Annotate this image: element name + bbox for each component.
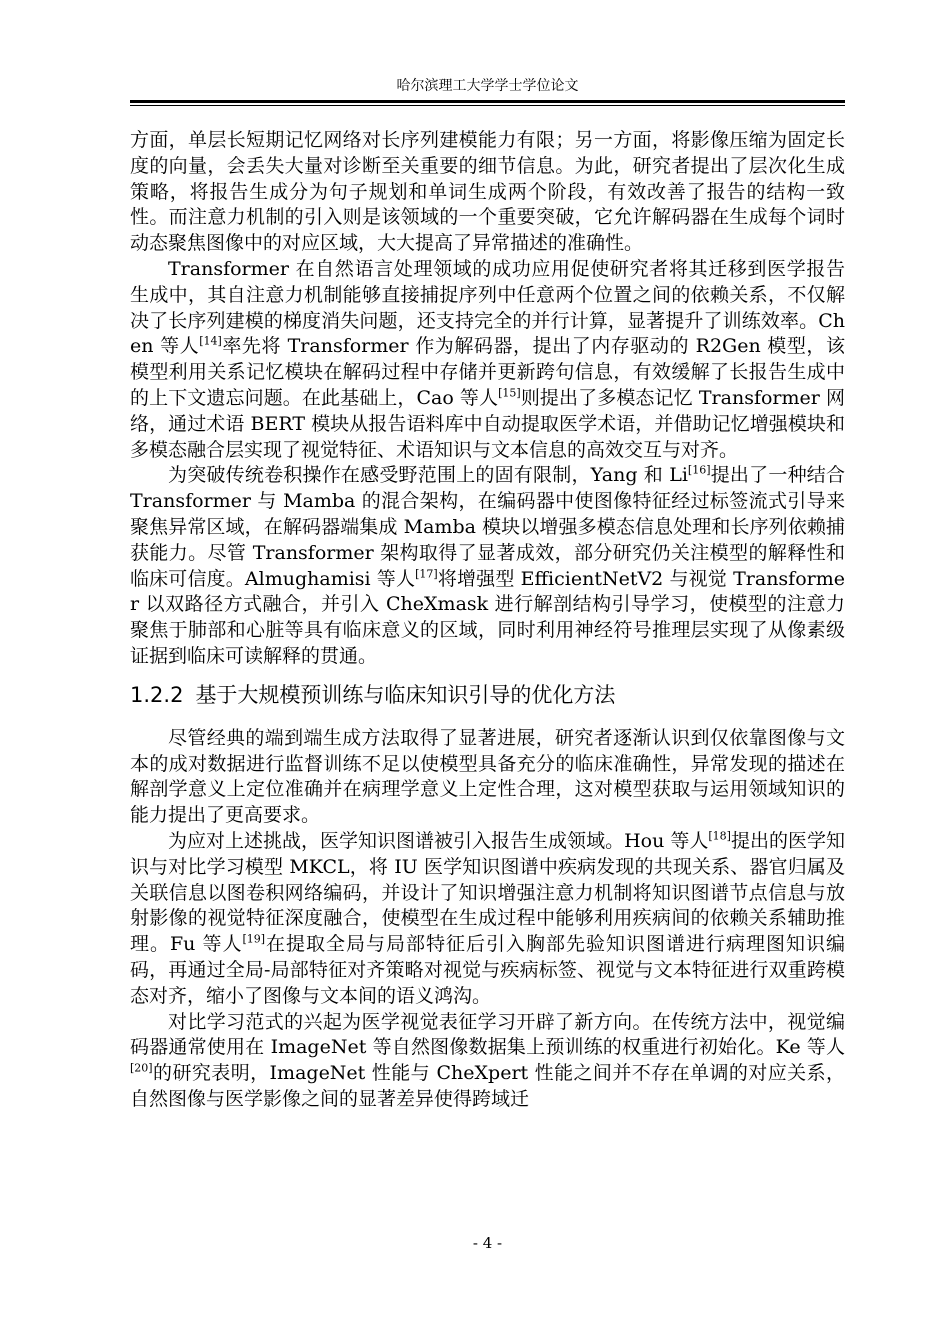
- page-body: [130, 128, 845, 1113]
- paragraph-2-text-a: Transformer 在自然语言处理领域的成功应用促使研究者将其迁移到医学报告生成中，其自注意力机制能够直接捕捉序列中任意两个位置之间的依赖关系，不仅解决了长序列建模的梯度消失问题，还支持完全的并行计算，显著提升了训练效率。Chen 等人: [130, 257, 845, 358]
- paragraph-2: [130, 257, 845, 463]
- paragraph-6: [130, 1010, 845, 1113]
- paragraph-2-text-c: 则提出了多模态记忆 Transformer 网络，通过术语 BERT 模块从报告语料库中自动提取医学术语，并借助记忆增强模块和多模态融合层实现了视觉特征、术语知识与文本信息的高效交互与对齐。: [130, 386, 845, 461]
- paragraph-4-text: 尽管经典的端到端生成方法取得了显著进展，研究者逐渐认识到仅依靠图像与文本的成对数据进行监督训练不足以使模型具备充分的临床准确性，异常发现的描述在解剖学意义上定位准确并在病理学意义上定性合理，这对模型获取与运用领域知识的能力提出了更高要求。: [130, 726, 845, 827]
- paragraph-5-text-a: 为应对上述挑战，医学知识图谱被引入报告生成领域。Hou 等人: [168, 829, 709, 852]
- paragraph-6-text-a: 对比学习范式的兴起为医学视觉表征学习开辟了新方向。在传统方法中，视觉编码器通常使用在 ImageNet 等自然图像数据集上预训练的权重进行初始化。Ke 等人: [130, 1010, 845, 1059]
- section-number: 1.2.2: [130, 682, 184, 707]
- citation-20: [20]: [130, 1061, 153, 1075]
- paragraph-6-text-b: 的研究表明，ImageNet 性能与 CheXpert 性能之间并不存在单调的对应关系，自然图像与医学影像之间的显著差异使得跨域迁: [130, 1062, 845, 1110]
- running-header: 哈尔滨理工大学学士学位论文: [396, 78, 579, 94]
- paragraph-5-text-c: 在提取全局与局部特征后引入胸部先验知识图谱进行病理图知识编码，再通过全局-局部特征对齐策略对视觉与疾病标签、视觉与文本特征进行双重跨模态对齐，缩小了图像与文本间的语义鸿沟。: [130, 933, 845, 1007]
- paragraph-2-text-b: 率先将 Transformer 作为解码器，提出了内存驱动的 R2Gen 模型，该模型利用关系记忆模块在解码过程中存储并更新跨句信息，有效缓解了长报告生成中的上下文遗忘问题。在此基础上，Cao 等人: [130, 335, 845, 409]
- paragraph-3: [130, 463, 845, 669]
- citation-19: [19]: [242, 932, 266, 946]
- citation-15: [15]: [498, 386, 521, 400]
- paragraph-3-text-c: 将增强型 EfficientNetV2 与视觉 Transformer 以双路径方式融合，并引入 CheXmask 进行解剖结构引导学习，使模型的注意力聚焦于肺部和心脏等具有临床意义的区域，同时利用神经符号推理层实现了从像素级证据到临床可读解释的贯通。: [130, 567, 845, 667]
- paragraph-5: [130, 829, 845, 1010]
- page-number: - 4 -: [472, 1234, 503, 1252]
- section-title: 基于大规模预训练与临床知识引导的优化方法: [195, 682, 616, 707]
- citation-17: [17]: [415, 567, 438, 581]
- paragraph-4: [130, 726, 845, 829]
- paragraph-3-text-a: 为突破传统卷积操作在感受野范围上的固有限制，Yang 和 Li: [168, 464, 688, 487]
- citation-16: [16]: [687, 464, 711, 478]
- paragraph-3-text-b: 提出了一种结合 Transformer 与 Mamba 的混合架构，在编码器中使图像特征经过标签流式引导来聚焦异常区域，在解码器端集成 Mamba 模块以增强多模态信息处理和长序列依赖捕获能力。尽管 Transformer 架构取得了显著成效，部分研究仍关注模型的解释性和临床可信度。Almughamisi 等人: [130, 464, 845, 590]
- citation-14: [14]: [199, 335, 222, 349]
- paragraph-5-text-b: 提出的医学知识与对比学习模型 MKCL，将 IU 医学知识图谱中疾病发现的共现关系、器官归属及关联信息以图卷积网络编码，并设计了知识增强注意力机制将知识图谱节点信息与放射影像的视觉特征深度融合，使模型在生成过程中能够利用疾病间的依赖关系辅助推理。Fu 等人: [130, 829, 845, 956]
- paragraph-1: [130, 128, 845, 257]
- header-rule-thick: [130, 100, 845, 103]
- section-heading: [130, 680, 845, 710]
- paragraph-1-text: 方面，单层长短期记忆网络对长序列建模能力有限；另一方面，将影像压缩为固定长度的向量，会丢失大量对诊断至关重要的细节信息。为此，研究者提出了层次化生成策略，将报告生成分为句子规划和单词生成两个阶段，有效改善了报告的结构一致性。而注意力机制的引入则是该领域的一个重要突破，它允许解码器在生成每个词时动态聚焦图像中的对应区域，大大提高了异常描述的准确性。: [130, 129, 845, 255]
- header-rule-thin: [130, 105, 845, 106]
- citation-18: [18]: [708, 829, 731, 843]
